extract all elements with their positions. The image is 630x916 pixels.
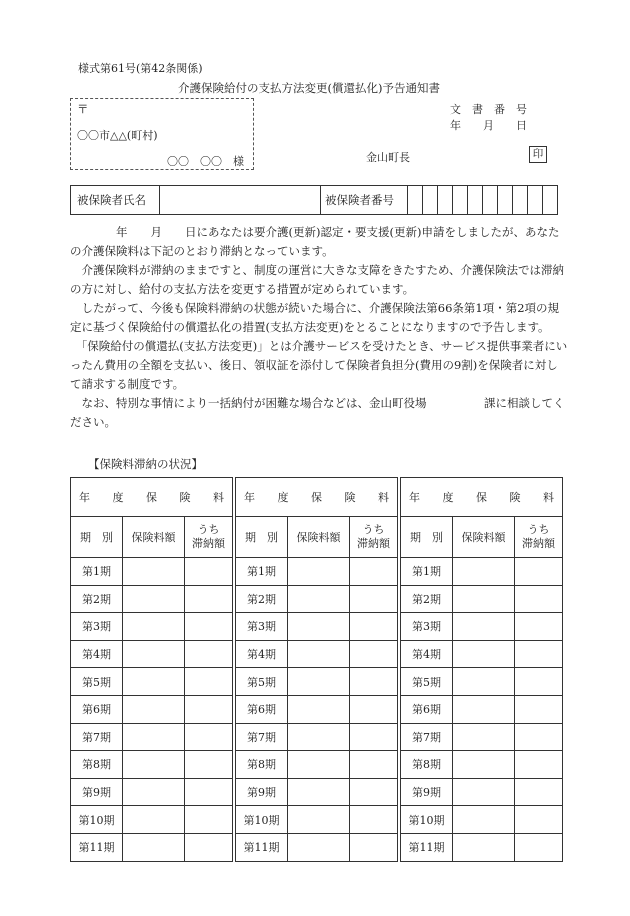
arrears-amount-cell[interactable] — [515, 558, 563, 586]
premium-amount-cell[interactable] — [123, 640, 185, 668]
arrears-amount-cell[interactable] — [515, 806, 563, 834]
arrears-amount-cell[interactable] — [350, 640, 398, 668]
header-label — [71, 489, 232, 505]
arrears-amount-cell[interactable] — [185, 558, 233, 586]
period-cell: 第3期 — [236, 613, 288, 641]
arrears-amount-cell[interactable] — [515, 640, 563, 668]
fiscal-year-premium-header — [236, 478, 398, 517]
premium-amount-cell[interactable] — [453, 695, 515, 723]
table-header-row — [71, 478, 563, 517]
premium-amount-cell[interactable] — [288, 640, 350, 668]
arrears-amount-cell[interactable] — [185, 668, 233, 696]
period-cell: 第10期 — [71, 806, 123, 834]
period-header: 期 別 — [236, 517, 288, 558]
premium-amount-cell[interactable] — [453, 640, 515, 668]
premium-amount-cell[interactable] — [123, 778, 185, 806]
premium-amount-cell[interactable] — [288, 806, 350, 834]
arrears-amount-cell[interactable] — [350, 723, 398, 751]
period-cell: 第2期 — [236, 585, 288, 613]
header-char: 保 — [476, 491, 487, 504]
section-heading: 【保険料滞納の状況】 — [88, 457, 203, 471]
arrears-amount-cell[interactable] — [350, 833, 398, 861]
header-char: 年 — [79, 491, 90, 504]
header-char: 保 — [311, 491, 322, 504]
arrears-amount-cell[interactable] — [350, 585, 398, 613]
postal-mark: 〒 — [77, 102, 89, 116]
seal-stamp: 印 — [529, 146, 547, 163]
period-cell: 第7期 — [236, 723, 288, 751]
period-cell: 第5期 — [71, 668, 123, 696]
period-cell: 第5期 — [401, 668, 453, 696]
insured-number-digit[interactable] — [468, 186, 483, 215]
header-char: 料 — [378, 491, 389, 504]
table-row — [71, 640, 563, 668]
premium-amount-cell[interactable] — [123, 558, 185, 586]
insured-name-label: 被保険者氏名 — [71, 186, 160, 215]
premium-amount-cell[interactable] — [453, 778, 515, 806]
doc-number-label: 文 書 番 号 — [450, 103, 527, 116]
paragraph: 「保険給付の償還払(支払方法変更)」とは介護サービスを受けたとき、サービス提供事業者にいったん費用の全額を支払い、後日、領収証を添付して保険者負担分(費用の9割)を保険者に対して請求する制度です。 — [70, 339, 568, 391]
table-row — [71, 558, 563, 586]
period-cell: 第9期 — [401, 778, 453, 806]
insured-number-digit[interactable] — [423, 186, 438, 215]
arrears-amount-cell[interactable] — [185, 723, 233, 751]
period-header: 期 別 — [71, 517, 123, 558]
period-cell: 第6期 — [236, 695, 288, 723]
insured-number-digit[interactable] — [513, 186, 528, 215]
period-cell: 第11期 — [401, 833, 453, 861]
address-box — [70, 98, 254, 170]
date-label: 年 月 日 — [450, 119, 527, 132]
paragraph: 介護保険料が滞納のままですと、制度の運営に大きな支障をきたすため、介護保険法では滞納の方に対し、給付の支払方法を変更する措置が定められています。 — [70, 263, 565, 296]
premium-amount-cell[interactable] — [288, 723, 350, 751]
period-cell: 第8期 — [401, 751, 453, 779]
arrears-amount-header — [185, 517, 233, 558]
arrears-amount-cell[interactable] — [515, 833, 563, 861]
period-cell: 第11期 — [71, 833, 123, 861]
premium-amount-cell[interactable] — [453, 613, 515, 641]
period-cell: 第8期 — [71, 751, 123, 779]
period-cell: 第3期 — [71, 613, 123, 641]
header-label — [236, 489, 397, 505]
insured-info-table — [70, 185, 558, 215]
period-cell: 第9期 — [236, 778, 288, 806]
arrears-amount-cell[interactable] — [350, 778, 398, 806]
arrears-table — [70, 477, 563, 862]
premium-amount-cell[interactable] — [123, 613, 185, 641]
premium-amount-cell[interactable] — [123, 585, 185, 613]
arrears-amount-cell[interactable] — [185, 640, 233, 668]
arrears-amount-cell[interactable] — [185, 778, 233, 806]
arrears-amount-cell[interactable] — [515, 723, 563, 751]
fiscal-year-premium-header — [401, 478, 563, 517]
period-cell: 第9期 — [71, 778, 123, 806]
premium-amount-cell[interactable] — [453, 723, 515, 751]
header-char: 度 — [442, 491, 454, 504]
premium-amount-cell[interactable] — [123, 806, 185, 834]
premium-amount-cell[interactable] — [123, 723, 185, 751]
insured-number-digit[interactable] — [453, 186, 468, 215]
period-cell: 第5期 — [236, 668, 288, 696]
header-line: うち — [527, 523, 550, 536]
arrears-amount-cell[interactable] — [515, 778, 563, 806]
paragraph: したがって、今後も保険料滞納の状態が続いた場合に、介護保険法第66条第1項・第2項の規定に基づく保険給付の償還払化の措置(支払方法変更)をとることになりますので予告します。 — [70, 301, 560, 334]
insured-number-label: 被保険者番号 — [321, 186, 408, 215]
table-row — [71, 751, 563, 779]
arrears-amount-cell[interactable] — [185, 833, 233, 861]
arrears-amount-header — [515, 517, 563, 558]
period-header: 期 別 — [401, 517, 453, 558]
header-line: うち — [197, 523, 220, 536]
insured-number-digit[interactable] — [543, 186, 558, 215]
period-cell: 第1期 — [401, 558, 453, 586]
premium-amount-cell[interactable] — [288, 668, 350, 696]
header-char: 保 — [146, 491, 157, 504]
arrears-amount-cell[interactable] — [515, 613, 563, 641]
premium-amount-cell[interactable] — [453, 558, 515, 586]
header-line: 滞納額 — [192, 537, 225, 550]
header-char: 年 — [244, 491, 255, 504]
header-label — [401, 489, 562, 505]
period-cell: 第1期 — [71, 558, 123, 586]
header-char: 険 — [509, 491, 521, 504]
arrears-amount-cell[interactable] — [350, 806, 398, 834]
premium-amount-cell[interactable] — [453, 585, 515, 613]
table-row — [71, 585, 563, 613]
document-title: 介護保険給付の支払方法変更(償還払化)予告通知書 — [178, 81, 440, 95]
form-number: 様式第61号(第42条関係) — [78, 62, 203, 75]
premium-amount-cell[interactable] — [288, 613, 350, 641]
period-cell: 第11期 — [236, 833, 288, 861]
premium-amount-cell[interactable] — [453, 833, 515, 861]
fiscal-year-premium-header — [71, 478, 233, 517]
arrears-amount-cell[interactable] — [515, 668, 563, 696]
premium-amount-cell[interactable] — [123, 668, 185, 696]
period-cell: 第4期 — [71, 640, 123, 668]
header-char: 年 — [409, 491, 420, 504]
period-cell: 第2期 — [401, 585, 453, 613]
insured-number-digit[interactable] — [408, 186, 423, 215]
arrears-amount-cell[interactable] — [350, 695, 398, 723]
header-line: 滞納額 — [522, 537, 555, 550]
premium-amount-cell[interactable] — [288, 833, 350, 861]
period-cell: 第7期 — [71, 723, 123, 751]
arrears-amount-cell[interactable] — [185, 695, 233, 723]
period-cell: 第4期 — [236, 640, 288, 668]
header-line: 滞納額 — [357, 537, 390, 550]
period-cell: 第6期 — [401, 695, 453, 723]
table-row — [71, 778, 563, 806]
period-cell: 第7期 — [401, 723, 453, 751]
period-cell: 第8期 — [236, 751, 288, 779]
arrears-amount-cell[interactable] — [350, 558, 398, 586]
table-row — [71, 695, 563, 723]
table-row — [71, 668, 563, 696]
table-row — [71, 613, 563, 641]
premium-amount-cell[interactable] — [453, 668, 515, 696]
header-char: 険 — [344, 491, 356, 504]
header-char: 料 — [213, 491, 224, 504]
arrears-amount-cell[interactable] — [350, 751, 398, 779]
premium-amount-header: 保険料額 — [123, 517, 185, 558]
premium-amount-cell[interactable] — [123, 695, 185, 723]
premium-amount-cell[interactable] — [288, 585, 350, 613]
sender: 金山町長 — [366, 151, 410, 164]
insured-name-field[interactable] — [160, 186, 321, 215]
header-char: 度 — [277, 491, 289, 504]
arrears-amount-cell[interactable] — [185, 613, 233, 641]
table-row — [71, 833, 563, 861]
header-char: 度 — [112, 491, 124, 504]
arrears-amount-header — [350, 517, 398, 558]
insured-number-digit[interactable] — [498, 186, 513, 215]
premium-amount-cell[interactable] — [453, 751, 515, 779]
header-char: 料 — [543, 491, 554, 504]
premium-amount-cell[interactable] — [453, 806, 515, 834]
insured-number-digit[interactable] — [438, 186, 453, 215]
arrears-amount-cell[interactable] — [515, 695, 563, 723]
header-line: うち — [362, 523, 385, 536]
premium-amount-cell[interactable] — [288, 558, 350, 586]
address-recipient: 〇〇 〇〇 様 — [167, 155, 244, 168]
arrears-amount-cell[interactable] — [185, 806, 233, 834]
address-city: 〇〇市△△(町村) — [77, 129, 158, 142]
premium-amount-header: 保険料額 — [453, 517, 515, 558]
notice-body — [70, 223, 568, 432]
premium-amount-cell[interactable] — [123, 833, 185, 861]
period-cell: 第6期 — [71, 695, 123, 723]
table-row — [71, 806, 563, 834]
column-header-row — [71, 517, 563, 558]
arrears-amount-cell[interactable] — [185, 751, 233, 779]
arrears-amount-cell[interactable] — [350, 668, 398, 696]
arrears-amount-cell[interactable] — [350, 613, 398, 641]
header-char: 険 — [179, 491, 191, 504]
insured-number-digit[interactable] — [483, 186, 498, 215]
period-cell: 第1期 — [236, 558, 288, 586]
premium-amount-header: 保険料額 — [288, 517, 350, 558]
period-cell: 第3期 — [401, 613, 453, 641]
premium-amount-cell[interactable] — [123, 751, 185, 779]
period-cell: 第10期 — [236, 806, 288, 834]
arrears-amount-cell[interactable] — [515, 585, 563, 613]
period-cell: 第2期 — [71, 585, 123, 613]
premium-amount-cell[interactable] — [288, 778, 350, 806]
paragraph: なお、特別な事情により一括納付が困難な場合などは、金山町役場 課に相談してください。 — [70, 396, 565, 429]
arrears-amount-cell[interactable] — [515, 751, 563, 779]
period-cell: 第4期 — [401, 640, 453, 668]
table-row — [71, 723, 563, 751]
arrears-amount-cell[interactable] — [185, 585, 233, 613]
period-cell: 第10期 — [401, 806, 453, 834]
paragraph: 年 月 日にあなたは要介護(更新)認定・要支援(更新)申請をしましたが、あなたの介護保険料は下記のとおり滞納となっています。 — [70, 225, 560, 258]
premium-amount-cell[interactable] — [288, 751, 350, 779]
premium-amount-cell[interactable] — [288, 695, 350, 723]
insured-number-digit[interactable] — [528, 186, 543, 215]
